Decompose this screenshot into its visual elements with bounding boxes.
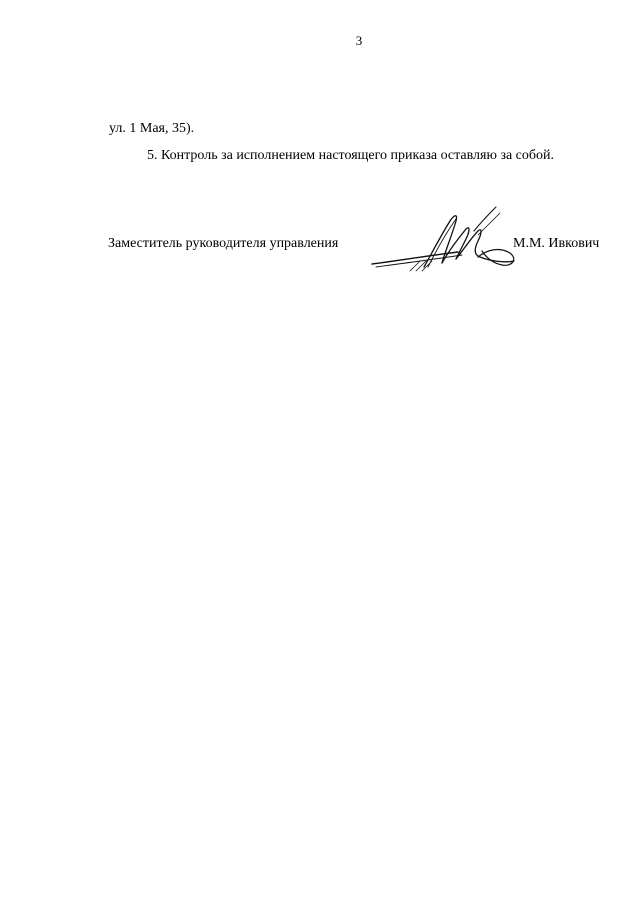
paragraph-5: 5. Контроль за исполнением настоящего приказа оставляю за собой.	[147, 148, 555, 163]
handwritten-signature-icon	[366, 201, 524, 273]
continuation-line: ул. 1 Мая, 35).	[109, 121, 195, 136]
signatory-name: М.М. Ивкович	[513, 236, 600, 251]
page-number: 3	[355, 33, 363, 48]
signatory-position-title: Заместитель руководителя управления	[108, 236, 339, 251]
